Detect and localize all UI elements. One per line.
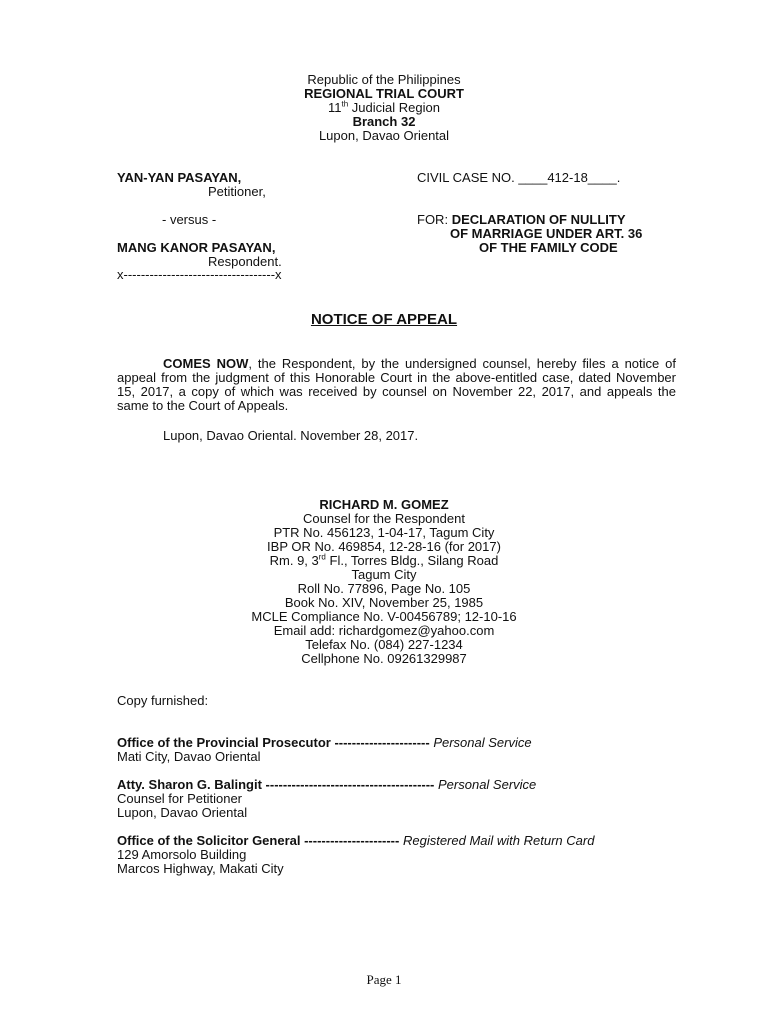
service-method: Registered Mail with Return Card (402, 833, 595, 848)
counsel-role: Counsel for the Respondent (303, 511, 465, 526)
petitioner-name: YAN-YAN PASAYAN, (117, 170, 242, 185)
body-paragraph (117, 357, 676, 413)
recipient-name: Office of the Provincial Prosecutor (117, 735, 331, 750)
book-number: Book No. XIV, November 25, 1985 (284, 595, 484, 610)
cellphone: Cellphone No. 09261329987 (301, 651, 467, 666)
recipient-2 (117, 778, 536, 792)
service-method: Personal Service (438, 777, 537, 792)
recipient-dashes: ---------------------- (300, 833, 400, 848)
for-line-1 (417, 213, 626, 227)
email: Email add: richardgomez@yahoo.com (273, 623, 495, 638)
recipient-address: 129 Amorsolo Building (117, 847, 247, 862)
telefax: Telefax No. (084) 227-1234 (305, 637, 463, 652)
recipient-3 (117, 834, 594, 848)
region-text: Judicial Region (348, 100, 440, 115)
region-superscript: th (341, 99, 349, 109)
page-number: Page 1 (366, 972, 402, 987)
ptr-number: PTR No. 456123, 1-04-17, Tagum City (273, 525, 495, 540)
respondent-name: MANG KANOR PASAYAN, (117, 240, 276, 255)
ibp-number: IBP OR No. 469854, 12-28-16 (for 2017) (267, 539, 501, 554)
for-text-2: OF MARRIAGE UNDER ART. 36 (450, 226, 643, 241)
office-city: Tagum City (351, 567, 417, 582)
judicial-region (0, 101, 768, 115)
counsel-name: RICHARD M. GOMEZ (319, 497, 449, 512)
recipient-address: Mati City, Davao Oriental (117, 749, 261, 764)
for-text-3: OF THE FAMILY CODE (479, 240, 618, 255)
caption-divider: x-----------------------------------x (117, 267, 282, 282)
recipient-name: Atty. Sharon G. Balingit (117, 777, 262, 792)
copy-furnished-label: Copy furnished: (117, 693, 209, 708)
recipient-dashes: --------------------------------------- (261, 777, 435, 792)
recipient-address: Counsel for Petitioner (117, 791, 243, 806)
case-label: CIVIL CASE NO. (417, 170, 515, 185)
roll-number: Roll No. 77896, Page No. 105 (297, 581, 471, 596)
place-date: Lupon, Davao Oriental. November 28, 2017. (163, 428, 419, 443)
for-text-1: DECLARATION OF NULLITY (451, 212, 626, 227)
recipient-address: Lupon, Davao Oriental (117, 805, 248, 820)
republic-line: Republic of the Philippines (307, 72, 461, 87)
for-label: FOR: (417, 212, 449, 227)
recipient-dashes: ---------------------- (330, 735, 430, 750)
service-method: Personal Service (433, 735, 532, 750)
office-address: Rm. 9, 3rd Fl., Torres Bldg., Silang Road (269, 552, 499, 568)
recipient-1 (117, 736, 532, 750)
body-text: , the Respondent, by the undersigned counsel, hereby files a notice of appeal from the judgment of this Honorable Court in the above-entitled case, dated November 15, 2017, a copy of which was received by counsel on November 22, 2017, and appeals the same to the Court of Appeals. (117, 356, 676, 413)
mcle-compliance: MCLE Compliance No. V-00456789; 12-10-16 (251, 609, 517, 624)
petitioner-role: Petitioner, (208, 184, 266, 199)
region-number: 11 (328, 100, 342, 115)
recipient-address: Marcos Highway, Makati City (117, 861, 284, 876)
recipient-name: Office of the Solicitor General (117, 833, 301, 848)
case-number: ____412-18____. (518, 170, 621, 185)
versus: - versus - (162, 212, 217, 227)
respondent-role: Respondent. (208, 254, 282, 269)
document-title: NOTICE OF APPEAL (310, 311, 458, 328)
court-location: Lupon, Davao Oriental (318, 128, 450, 143)
case-number-line (417, 171, 620, 185)
court-name: REGIONAL TRIAL COURT (304, 86, 464, 101)
branch: Branch 32 (352, 114, 416, 129)
body-lead: COMES NOW (163, 356, 249, 371)
